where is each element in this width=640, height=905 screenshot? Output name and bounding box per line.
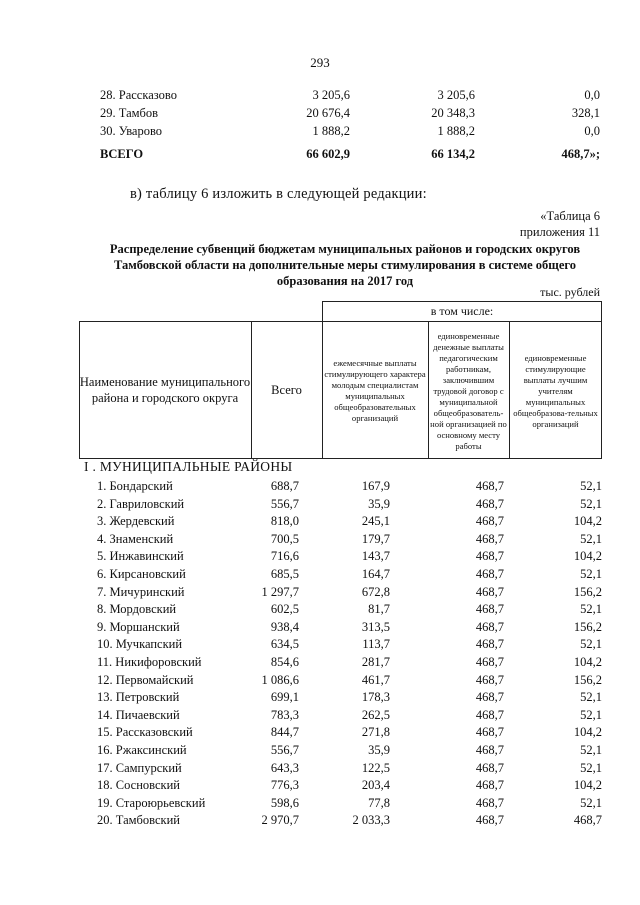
row-one-time: 468,7: [475, 760, 504, 775]
row-one-time: 468,7: [475, 778, 504, 793]
row-best-teachers: 468,7: [573, 813, 602, 828]
row-name: 19. Староюрьевский: [97, 795, 206, 810]
row-one-time: 468,7: [475, 479, 504, 493]
total-row: [100, 140, 600, 163]
row-name: 2. Гавриловский: [97, 496, 185, 511]
row-name: 8. Мордовский: [97, 602, 177, 617]
row-one-time: 468,7: [475, 672, 504, 687]
row-monthly: 113,7: [362, 637, 390, 652]
row-total: 598,6: [270, 795, 299, 810]
row-name: 3. Жердевский: [97, 514, 175, 529]
table-row: [97, 636, 602, 654]
row-name: 10. Мучкапский: [97, 637, 183, 652]
row-total: 2 970,7: [261, 813, 299, 828]
row-name: 18. Сосновский: [97, 778, 180, 793]
row-best-teachers: 156,2: [573, 584, 602, 599]
row-monthly: 461,7: [361, 672, 390, 687]
total-value-3: 468,7»;: [561, 147, 600, 161]
row-total: 602,5: [270, 602, 299, 617]
row-one-time: 468,7: [475, 690, 504, 705]
row-total: 556,7: [270, 496, 299, 511]
row-name: 20. Тамбовский: [97, 813, 180, 828]
row-monthly: 2 033,3: [352, 813, 390, 828]
row-total: 818,0: [270, 514, 299, 529]
row-monthly: 122,5: [361, 760, 390, 775]
row-value-3: 0,0: [584, 88, 600, 102]
row-best-teachers: 52,1: [580, 479, 602, 493]
table-caption-appendix: приложения 11: [519, 225, 600, 239]
row-monthly: 35,9: [368, 742, 390, 757]
row-one-time: 468,7: [475, 742, 504, 757]
row-monthly: 81,7: [368, 602, 390, 617]
row-monthly: 262,5: [361, 707, 390, 722]
row-one-time: 468,7: [475, 496, 504, 511]
units-label: тыс. рублей: [540, 285, 600, 299]
row-best-teachers: 52,1: [580, 496, 602, 511]
row-one-time: 468,7: [475, 637, 504, 652]
row-best-teachers: 52,1: [580, 707, 602, 722]
table-row: [97, 777, 602, 795]
section-title: I . МУНИЦИПАЛЬНЫЕ РАЙОНЫ: [84, 459, 293, 474]
row-monthly: 77,8: [368, 795, 390, 810]
row-total: 854,6: [270, 654, 299, 669]
row-best-teachers: 104,2: [573, 654, 602, 669]
table-row: [97, 548, 602, 566]
table-row: [97, 601, 602, 619]
total-value-2: 66 134,2: [431, 147, 475, 161]
table-row: [97, 760, 602, 778]
row-total: 938,4: [270, 619, 299, 634]
row-monthly: 178,3: [361, 690, 390, 705]
row-one-time: 468,7: [475, 566, 504, 581]
row-total: 776,3: [270, 778, 299, 793]
row-monthly: 245,1: [361, 514, 390, 529]
row-total: 556,7: [270, 742, 299, 757]
row-monthly: 35,9: [368, 496, 390, 511]
row-one-time: 468,7: [475, 725, 504, 740]
row-total: 643,3: [270, 760, 299, 775]
row-best-teachers: 156,2: [573, 672, 602, 687]
row-best-teachers: 52,1: [580, 742, 602, 757]
row-value-1: 20 676,4: [306, 106, 350, 120]
row-total: 783,3: [270, 707, 299, 722]
row-name: 13. Петровский: [97, 690, 180, 705]
row-best-teachers: 52,1: [580, 690, 602, 705]
row-name: 1. Бондарский: [97, 479, 173, 493]
row-total: 700,5: [270, 531, 299, 546]
row-best-teachers: 52,1: [580, 602, 602, 617]
table-header: [79, 301, 602, 459]
row-total: 688,7: [270, 479, 299, 493]
table-row: [100, 86, 600, 104]
row-monthly: 164,7: [361, 566, 390, 581]
total-label: ВСЕГО: [100, 147, 144, 161]
row-name: 11. Никифоровский: [97, 654, 202, 669]
row-name: 30. Уварово: [100, 124, 163, 138]
row-name: 17. Сампурский: [97, 760, 182, 775]
row-best-teachers: 156,2: [573, 619, 602, 634]
table-row: [97, 707, 602, 725]
row-value-2: 1 888,2: [437, 124, 475, 138]
header-monthly-payments: ежемесячные выплаты стимулирующего характера молодым специалистам муниципальных общеобразовательных организаций: [324, 358, 426, 423]
row-name: 5. Инжавинский: [97, 549, 184, 564]
row-name: 16. Ржаксинский: [97, 742, 187, 757]
row-value-1: 3 205,6: [312, 88, 350, 102]
table-row: [100, 104, 600, 122]
row-best-teachers: 104,2: [573, 514, 602, 529]
row-name: 4. Знаменский: [97, 531, 174, 546]
row-total: 844,7: [270, 725, 299, 740]
row-one-time: 468,7: [475, 531, 504, 546]
table-row: [97, 531, 602, 549]
header-one-time-payments: единовременные денежные выплаты педагогическим работникам, заключившим трудовой договор с муниципальной общеобразователь-ной организацией по основному месту работы: [430, 330, 507, 451]
table-row: [97, 619, 602, 637]
row-name: 6. Кирсановский: [97, 566, 186, 581]
instruction-text: в) таблицу 6 изложить в следующей редакции:: [130, 186, 427, 202]
row-best-teachers: 52,1: [580, 795, 602, 810]
row-best-teachers: 52,1: [580, 531, 602, 546]
previous-table: [100, 86, 600, 163]
row-one-time: 468,7: [475, 584, 504, 599]
row-monthly: 672,8: [361, 584, 390, 599]
table-row: [97, 812, 602, 830]
table-row: [97, 654, 602, 672]
row-value-2: 20 348,3: [431, 106, 475, 120]
row-name: 7. Мичуринский: [97, 584, 185, 599]
row-best-teachers: 104,2: [573, 778, 602, 793]
row-total: 716,6: [270, 549, 299, 564]
table-row: [97, 584, 602, 602]
row-monthly: 203,4: [361, 778, 390, 793]
row-one-time: 468,7: [475, 549, 504, 564]
row-total: 634,5: [270, 637, 299, 652]
table-title: Распределение субвенций бюджетам муниципальных районов и городских округов Тамбовской области на дополнительные меры стимулирования в системе общего образования на 2017 год: [109, 242, 581, 288]
row-one-time: 468,7: [475, 813, 504, 828]
row-total: 1 297,7: [261, 584, 299, 599]
row-one-time: 468,7: [475, 795, 504, 810]
table-row: [97, 724, 602, 742]
row-name: 14. Пичаевский: [97, 707, 180, 722]
data-table-body: [97, 478, 602, 830]
header-name-column: Наименование муниципального района и городского округа: [79, 375, 251, 405]
table-row: [97, 513, 602, 531]
total-value-1: 66 602,9: [306, 147, 350, 161]
table-row: [97, 478, 602, 496]
table-caption: «Таблица 6: [540, 209, 600, 223]
row-one-time: 468,7: [475, 514, 504, 529]
row-best-teachers: 52,1: [580, 760, 602, 775]
table-row: [97, 742, 602, 760]
row-value-3: 0,0: [584, 124, 600, 138]
row-one-time: 468,7: [475, 654, 504, 669]
row-monthly: 281,7: [361, 654, 390, 669]
row-value-1: 1 888,2: [312, 124, 350, 138]
row-monthly: 143,7: [361, 549, 390, 564]
row-monthly: 167,9: [361, 479, 390, 493]
row-monthly: 313,5: [361, 619, 390, 634]
row-name: 15. Рассказовский: [97, 725, 193, 740]
table-row: [97, 795, 602, 813]
row-name: 9. Моршанский: [97, 619, 180, 634]
row-total: 699,1: [270, 690, 299, 705]
table-row: [97, 496, 602, 514]
header-best-teachers-payments: единовременные стимулирующие выплаты лучшим учителям муниципальных общеобразова-тельных организаций: [513, 352, 598, 429]
table-row: [100, 122, 600, 140]
row-one-time: 468,7: [475, 619, 504, 634]
row-best-teachers: 52,1: [580, 637, 602, 652]
page-number: 293: [310, 55, 330, 70]
row-one-time: 468,7: [475, 602, 504, 617]
table-row: [97, 672, 602, 690]
row-name: 29. Тамбов: [100, 106, 159, 120]
row-best-teachers: 104,2: [573, 549, 602, 564]
header-including: в том числе:: [430, 303, 494, 318]
table-row: [97, 689, 602, 707]
row-monthly: 271,8: [361, 725, 390, 740]
table-row: [97, 566, 602, 584]
row-best-teachers: 104,2: [573, 725, 602, 740]
row-value-3: 328,1: [571, 106, 600, 120]
row-name: 28. Рассказово: [100, 88, 177, 102]
header-total-column: Всего: [271, 382, 302, 397]
row-best-teachers: 52,1: [580, 566, 602, 581]
row-value-2: 3 205,6: [437, 88, 475, 102]
row-monthly: 179,7: [361, 531, 390, 546]
row-total: 1 086,6: [261, 672, 299, 687]
row-total: 685,5: [270, 566, 299, 581]
row-one-time: 468,7: [475, 707, 504, 722]
row-name: 12. Первомайский: [97, 672, 194, 687]
